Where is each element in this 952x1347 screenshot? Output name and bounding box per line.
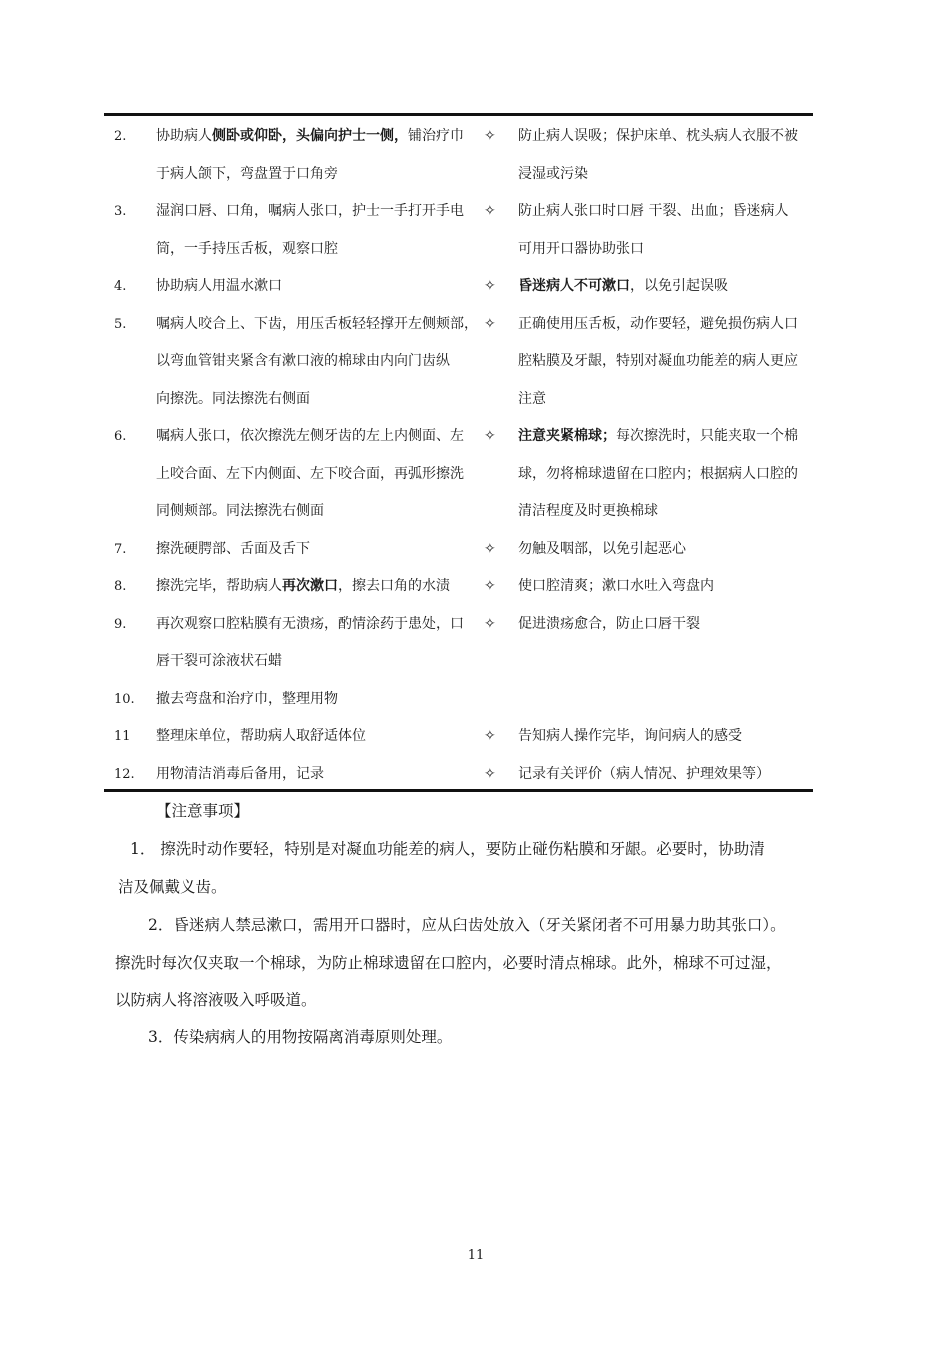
text-segment: 注意 xyxy=(518,390,546,407)
step-action-text xyxy=(156,681,476,719)
text-segment: 每次擦洗时，只能夹取一个棉 xyxy=(616,428,798,444)
step-number: 5. xyxy=(114,316,127,332)
step-note-text xyxy=(518,756,813,794)
step-action-text xyxy=(156,456,476,494)
step-action-text xyxy=(156,718,476,756)
note-paragraph-1-line-2: 洁及佩戴义齿。 xyxy=(118,878,227,896)
text-segment: 球，勿将棉球遗留在口腔内；根据病人口腔的 xyxy=(518,465,798,482)
text-segment: 可用开口器协助张口 xyxy=(518,240,644,257)
step-number: 3. xyxy=(114,204,127,219)
step-number: 11 xyxy=(114,729,131,744)
step-action-text xyxy=(156,343,476,381)
procedure-step xyxy=(104,268,813,306)
procedure-step xyxy=(104,418,813,531)
step-action-text xyxy=(156,118,476,156)
text-segment: 防止病人误吸；保护床单、枕头病人衣服不被 xyxy=(518,128,798,144)
diamond-bullet-icon: ✧ xyxy=(484,278,496,294)
step-action-text xyxy=(156,231,476,269)
text-segment: 擦洗完毕，帮助病人 xyxy=(156,578,282,594)
text-segment: 嘱病人张口，依次擦洗左侧牙齿的左上内侧面、左 xyxy=(156,428,464,444)
step-number: 7. xyxy=(114,541,127,557)
step-number: 4. xyxy=(114,279,127,294)
step-line xyxy=(104,156,813,194)
step-note-text xyxy=(518,531,813,569)
text-segment: 告知病人操作完毕，询问病人的感受 xyxy=(518,728,742,744)
text-segment: 使口腔清爽；漱口水吐入弯盘内 xyxy=(518,578,714,594)
text-segment: 用物清洁消毒后备用，记录 xyxy=(156,765,324,782)
text-segment: 协助病人用温水漱口 xyxy=(156,278,282,294)
note-paragraph-2-line-3: 以防病人将溶液吸入呼吸道。 xyxy=(115,991,317,1009)
text-segment: 整理床单位，帮助病人取舒适体位 xyxy=(156,728,366,744)
step-line xyxy=(104,756,813,794)
step-note-text xyxy=(518,456,813,494)
text-segment: 勿触及咽部，以免引起恶心 xyxy=(518,540,686,557)
text-segment: 撤去弯盘和治疗巾，整理用物 xyxy=(156,690,338,707)
step-action-text xyxy=(156,493,476,531)
step-note-text xyxy=(518,606,813,644)
note-paragraph-2-line-2: 擦洗时每次仅夹取一个棉球，为防止棉球遗留在口腔内，必要时清点棉球。此外，棉球不可过湿， xyxy=(115,954,782,972)
diamond-bullet-icon: ✧ xyxy=(484,540,496,557)
emphasis-text: 注意夹紧棉球； xyxy=(518,428,616,444)
step-line xyxy=(104,531,813,569)
text-segment: 清洁程度及时更换棉球 xyxy=(518,503,658,519)
step-note-text xyxy=(518,156,813,194)
step-line xyxy=(104,493,813,531)
text-segment: ，擦去口角的水渍 xyxy=(338,578,450,594)
diamond-bullet-icon: ✧ xyxy=(484,203,496,219)
step-note-text xyxy=(518,193,813,231)
step-action-text xyxy=(156,381,476,419)
step-line xyxy=(104,268,813,306)
procedure-step xyxy=(104,681,813,719)
text-segment: 湿润口唇、口角，嘱病人张口，护士一手打开手电 xyxy=(156,203,464,219)
table-top-rule xyxy=(104,113,813,116)
step-line xyxy=(104,418,813,456)
page-number: 11 xyxy=(467,1248,485,1263)
note-paragraph-3-line-1: 3．传染病病人的用物按隔离消毒原则处理。 xyxy=(148,1028,453,1046)
text-segment: 协助病人 xyxy=(156,128,212,144)
step-action-text xyxy=(156,606,476,644)
procedure-step xyxy=(104,756,813,794)
text-segment: 上咬合面、左下内侧面、左下咬合面，再弧形擦洗 xyxy=(156,465,464,482)
text-segment: 记录有关评价（病人情况、护理效果等） xyxy=(518,765,770,782)
step-line xyxy=(104,381,813,419)
step-note-text xyxy=(518,343,813,381)
step-action-text xyxy=(156,756,476,794)
text-segment: 向擦洗。同法擦洗右侧面 xyxy=(156,390,310,407)
diamond-bullet-icon: ✧ xyxy=(484,128,496,144)
text-segment: 促进溃疡愈合，防止口唇干裂 xyxy=(518,615,700,632)
step-line xyxy=(104,681,813,719)
diamond-bullet-icon: ✧ xyxy=(484,765,496,782)
notes-title: 【注意事项】 xyxy=(156,802,250,820)
step-line xyxy=(104,343,813,381)
text-segment: 筒，一手持压舌板，观察口腔 xyxy=(156,240,338,257)
step-number: 9. xyxy=(114,616,127,632)
step-line xyxy=(104,193,813,231)
diamond-bullet-icon: ✧ xyxy=(484,428,496,444)
text-segment: 再次观察口腔粘膜有无溃疡，酌情涂药于患处，口 xyxy=(156,615,464,632)
step-note-text xyxy=(518,418,813,456)
step-line xyxy=(104,306,813,344)
procedure-step xyxy=(104,606,813,681)
step-line xyxy=(104,456,813,494)
step-line xyxy=(104,643,813,681)
procedure-step xyxy=(104,531,813,569)
diamond-bullet-icon: ✧ xyxy=(484,315,496,332)
procedure-step xyxy=(104,568,813,606)
text-segment: 同侧颊部。同法擦洗右侧面 xyxy=(156,503,324,519)
text-segment: 浸湿或污染 xyxy=(518,165,588,182)
step-note-text xyxy=(518,268,813,306)
step-action-text xyxy=(156,193,476,231)
note-paragraph-2-line-1: 2．昏迷病人禁忌漱口，需用开口器时，应从臼齿处放入（牙关紧闭者不可用暴力助其张口）。 xyxy=(148,916,786,934)
step-line xyxy=(104,118,813,156)
procedure-step xyxy=(104,718,813,756)
step-line xyxy=(104,231,813,269)
diamond-bullet-icon: ✧ xyxy=(484,615,496,632)
text-segment: 防止病人张口时口唇 干裂、出血；昏迷病人 xyxy=(518,203,789,219)
table-bottom-rule xyxy=(104,789,813,792)
step-note-text xyxy=(518,306,813,344)
procedure-steps-table xyxy=(104,118,813,793)
procedure-step xyxy=(104,306,813,419)
step-note-text xyxy=(518,118,813,156)
step-line xyxy=(104,606,813,644)
step-action-text xyxy=(156,418,476,456)
step-number: 10. xyxy=(114,691,135,707)
step-action-text xyxy=(156,306,476,344)
text-segment: 腔粘膜及牙龈，特别对凝血功能差的病人更应 xyxy=(518,353,798,369)
step-action-text xyxy=(156,531,476,569)
text-segment: ，以免引起误吸 xyxy=(630,278,728,294)
emphasis-text: 侧卧或仰卧，头偏向护士一侧， xyxy=(212,128,408,144)
diamond-bullet-icon: ✧ xyxy=(484,578,496,594)
step-action-text xyxy=(156,156,476,194)
step-note-text xyxy=(518,381,813,419)
emphasis-text: 再次漱口 xyxy=(282,578,338,594)
note-paragraph-1-line-1: 1． 擦洗时动作要轻，特别是对凝血功能差的病人，要防止碰伤粘膜和牙龈。必要时，协助清 xyxy=(130,840,765,858)
step-action-text xyxy=(156,268,476,306)
diamond-bullet-icon: ✧ xyxy=(484,728,496,744)
emphasis-text: 昏迷病人不可漱口 xyxy=(518,278,630,294)
step-line xyxy=(104,568,813,606)
step-action-text xyxy=(156,568,476,606)
step-number: 2. xyxy=(114,129,127,144)
procedure-step xyxy=(104,193,813,268)
step-note-text xyxy=(518,568,813,606)
step-number: 12. xyxy=(114,766,135,782)
procedure-step xyxy=(104,118,813,193)
text-segment: 铺治疗巾 xyxy=(408,128,464,144)
text-segment: 擦洗硬腭部、舌面及舌下 xyxy=(156,540,310,557)
step-number: 6. xyxy=(114,429,127,444)
step-note-text xyxy=(518,493,813,531)
step-note-text xyxy=(518,231,813,269)
text-segment: 正确使用压舌板，动作要轻，避免损伤病人口 xyxy=(518,315,798,332)
text-segment: 唇干裂可涂液状石蜡 xyxy=(156,653,282,669)
text-segment: 于病人颌下，弯盘置于口角旁 xyxy=(156,165,338,182)
text-segment: 嘱病人咬合上、下齿，用压舌板轻轻撑开左侧颊部， xyxy=(156,315,478,332)
step-line xyxy=(104,718,813,756)
step-number: 8. xyxy=(114,579,127,594)
step-action-text xyxy=(156,643,476,681)
step-note-text xyxy=(518,718,813,756)
text-segment: 以弯血管钳夹紧含有漱口液的棉球由内向门齿纵 xyxy=(156,353,450,369)
